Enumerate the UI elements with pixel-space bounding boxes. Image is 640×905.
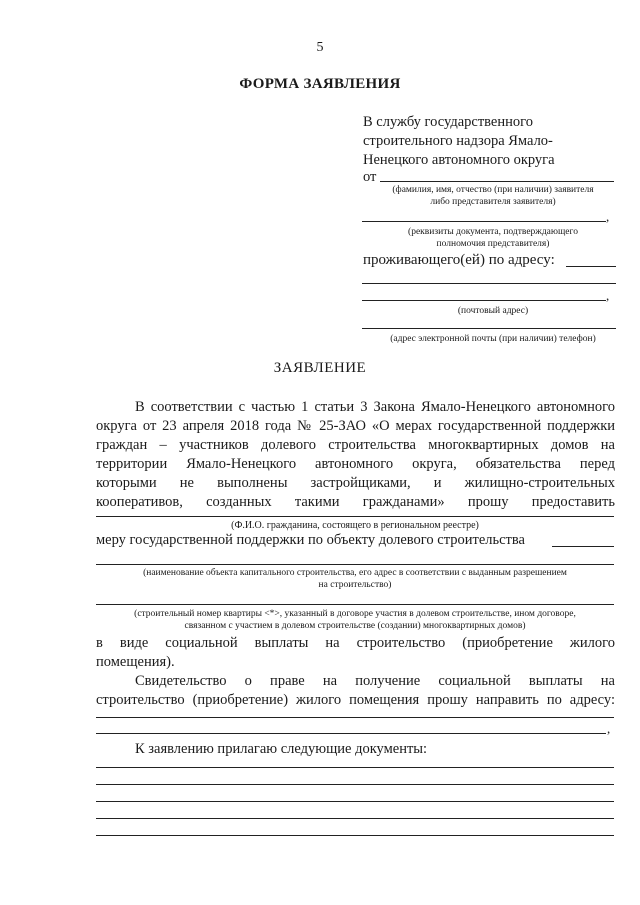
certificate-line-1: Свидетельство о праве на получение социальной выплаты на <box>135 673 615 689</box>
caption-docs-1: (реквизиты документа, подтверждающего <box>408 227 578 237</box>
caption-applicant-1: (фамилия, имя, отчество (при наличии) заявителя <box>392 185 594 195</box>
addressee-line-3: Ненецкого автономного округа <box>363 152 555 168</box>
attachment-field-5[interactable] <box>96 835 614 836</box>
comma: , <box>606 288 610 303</box>
caption-docs-2: полномочия представителя) <box>436 239 550 249</box>
representative-docs-field[interactable] <box>362 221 606 222</box>
object-field-2[interactable] <box>96 564 614 565</box>
attachment-field-3[interactable] <box>96 801 614 802</box>
from-label: от <box>363 169 377 185</box>
body-line-3: граждан – участников долевого строительства многоквартирных домов на <box>96 437 615 453</box>
form-title: ФОРМА ЗАЯВЛЕНИЯ <box>239 76 401 92</box>
attachment-field-1[interactable] <box>96 767 614 768</box>
caption-flat-2: связанном с участием в долевом строительстве (создании) многоквартирных домов) <box>184 621 526 631</box>
attachments-label: К заявлению прилагаю следующие документы: <box>135 741 428 757</box>
attachment-field-2[interactable] <box>96 784 614 785</box>
addressee-line-2: строительного надзора Ямало- <box>363 133 553 149</box>
body-line-2: округа от 23 апреля 2018 года № 25-ЗАО «О мерах государственной поддержки <box>96 418 615 434</box>
body-line-5: которыми не выполнены застройщиками, и жилищно-строительных <box>96 475 615 491</box>
email-phone-field[interactable] <box>362 328 616 329</box>
caption-email: (адрес электронной почты (при наличии) телефон) <box>390 334 596 344</box>
object-field-1[interactable] <box>552 546 614 547</box>
caption-flat-1: (строительный номер квартиры <*>, указанный в договоре участия в долевом строительстве, ином договоре, <box>134 609 576 619</box>
caption-object-1: (наименование объекта капитального строительства, его адрес в соответствии с выданным разрешением <box>143 568 567 578</box>
residing-label: проживающего(ей) по адресу: <box>363 252 555 268</box>
certificate-line-2: строительство (приобретение) жилого помещения прошу направить по адресу: <box>96 692 615 708</box>
page-number: 5 <box>316 40 324 55</box>
caption-citizen: (Ф.И.О. гражданина, состоящего в региональном реестре) <box>231 520 479 531</box>
comma: , <box>607 721 611 736</box>
delivery-address-field-1[interactable] <box>96 717 614 718</box>
comma: , <box>606 209 610 224</box>
flat-number-field[interactable] <box>96 604 614 605</box>
address-field-1[interactable] <box>566 266 616 267</box>
citizen-name-field[interactable] <box>96 516 614 517</box>
address-field-3[interactable] <box>362 300 606 301</box>
body-line-4: территории Ямало-Ненецкого автономного округа, обязательства перед <box>96 456 615 472</box>
payment-line-1: в виде социальной выплаты на строительство (приобретение жилого <box>96 635 615 651</box>
applicant-name-field[interactable] <box>380 181 614 182</box>
attachment-field-4[interactable] <box>96 818 614 819</box>
addressee-line-1: В службу государственного <box>363 114 533 130</box>
caption-applicant-2: либо представителя заявителя) <box>430 197 556 207</box>
delivery-address-field-2[interactable] <box>96 733 606 734</box>
body-line-6: кооперативов, созданных такими гражданами» прошу предоставить <box>96 494 615 510</box>
caption-postal: (почтовый адрес) <box>457 306 529 316</box>
payment-line-2: помещения). <box>96 654 175 670</box>
support-line: меру государственной поддержки по объекту долевого строительства <box>96 532 525 548</box>
body-line-1: В соответствии с частью 1 статьи 3 Закона Ямало-Ненецкого автономного <box>135 399 615 415</box>
caption-object-2: на строительство) <box>318 580 392 590</box>
address-field-2[interactable] <box>362 283 616 284</box>
statement-heading: ЗАЯВЛЕНИЕ <box>273 360 367 376</box>
